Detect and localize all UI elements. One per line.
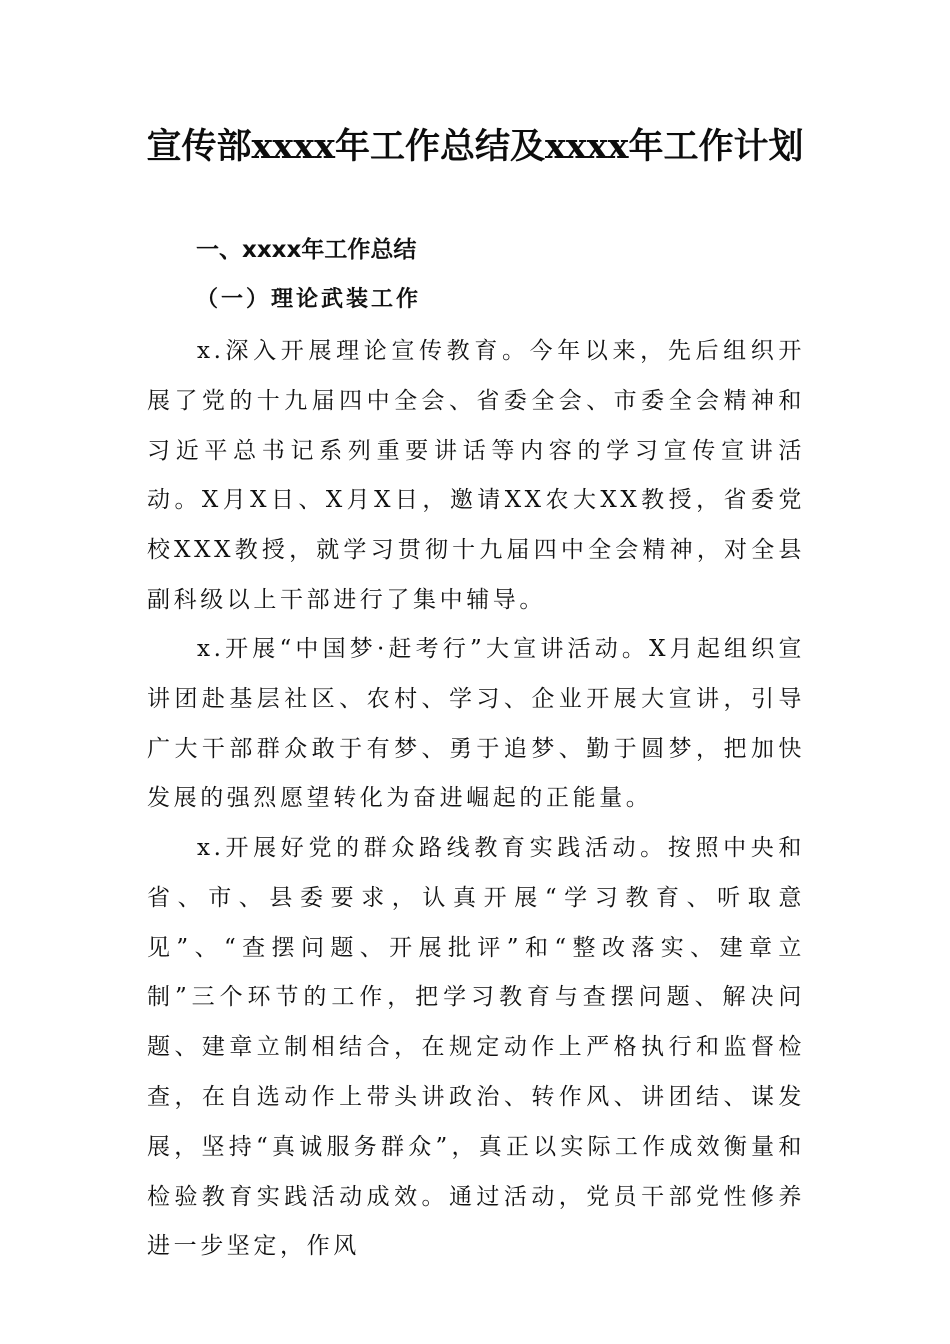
paragraph-theory-education: x.深入开展理论宣传教育。今年以来，先后组织开展了党的十九届四中全会、省委全会、市委全会精神和习近平总书记系列重要讲话等内容的学习宣传宣讲活动。X月X日、X月X日，邀请XX农大XX教授，省委党校XXX教授，就学习贯彻十九届四中全会精神，对全县副科级以上干部进行了集中辅导。 (147, 338, 805, 613)
paragraph-mass-line-campaign: x.开展好党的群众路线教育实践活动。按照中央和省、市、县委要求，认真开展“学习教育、听取意见”、“查摆问题、开展批评”和“整改落实、建章立制”三个环节的工作，把学习教育与查摆问题、解决问题、建章立制相结合，在规定动作上严格执行和监督检查，在自选动作上带头讲政治、转作风、讲团结、谋发展，坚持“真诚服务群众”，真正以实际工作成效衡量和检验教育实践活动成效。通过活动，党员干部党性修养进一步坚定，作风 (147, 835, 805, 1260)
document-title: 宣传部xxxx年工作总结及xxxx年工作计划 (146, 126, 804, 167)
paragraph-china-dream-campaign: x.开展“中国梦·赶考行”大宣讲活动。X月起组织宣讲团赴基层社区、农村、学习、企业开展大宣讲，引导广大干部群众敢于有梦、勇于追梦、勤于圆梦，把加快发展的强烈愿望转化为奋进崛起的正能量。 (147, 636, 805, 812)
sub-heading: （一）理论武装工作 (196, 287, 422, 312)
section-heading: 一、xxxx年工作总结 (196, 237, 417, 263)
